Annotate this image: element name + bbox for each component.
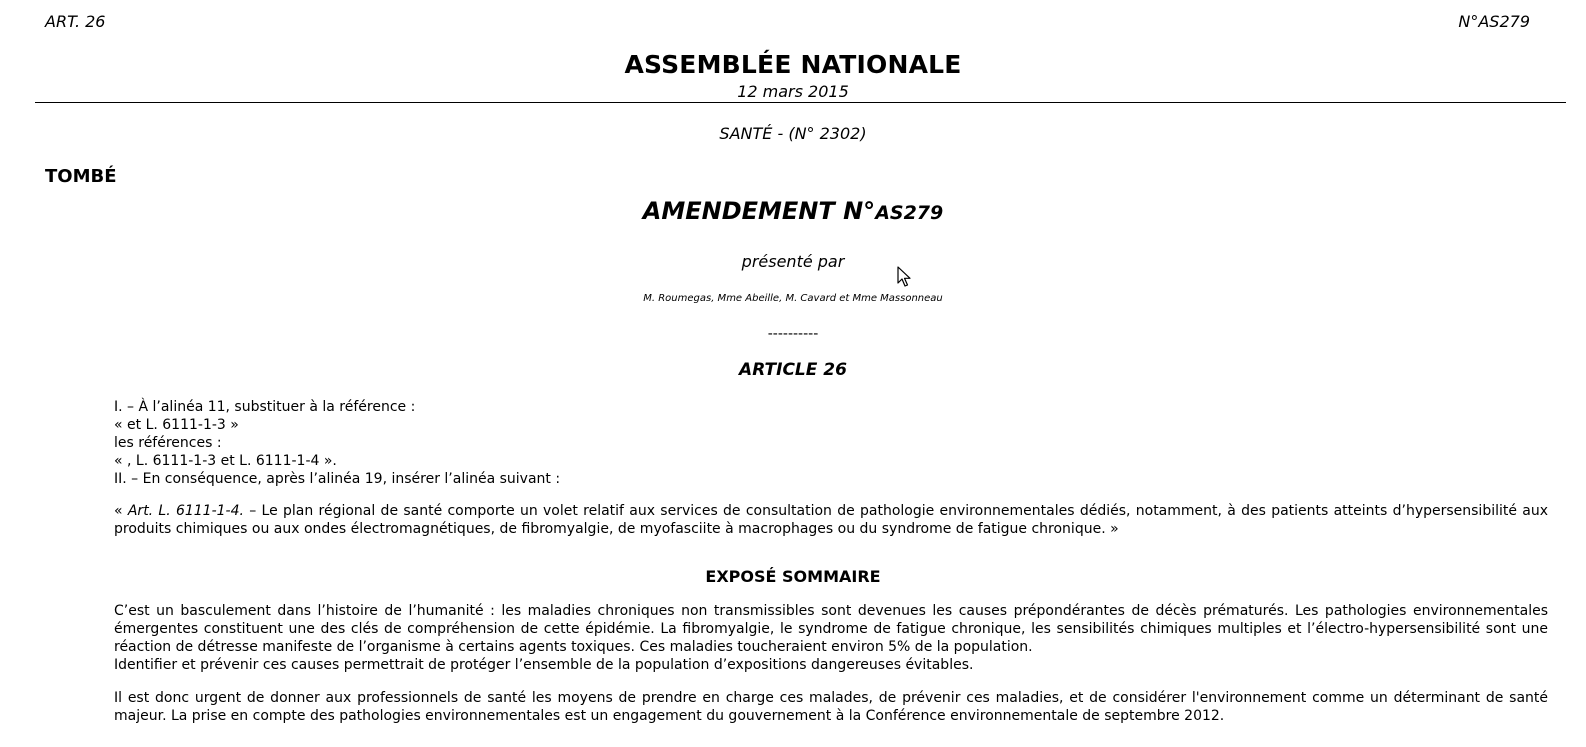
authors: M. Roumegas, Mme Abeille, M. Cavard et Mme Massonneau	[643, 293, 943, 304]
inserted-text: – Le plan régional de santé comporte un volet relatif aux services de consultation de pathologie environnementales dédiés, notamment, à des patients atteints d’hypersensibilité aux produits chimiques ou aux ondes électromagnétiques, de fibromyalgie, de myofasciite à macrophages ou du syndrome de fatigue chronique. »	[114, 503, 1549, 537]
expose-paragraph-1-text: C’est un basculement dans l’histoire de l’humanité : les maladies chroniques non transmissibles sont devenues les causes prépondérantes de décès prématurés. Les pathologies environnementales émergentes constituent une des clés de compréhension de cette épidémie. La fibromyalgie, le syndrome de fatigue chronique, les sensibilités chimiques multiples et l’électro-hypersensibilité sont une réaction de détresse manifeste de l’organisme à certains agents toxiques. Ces maladies toucheraient environ 5% de la population.	[114, 603, 1548, 655]
document-date: 12 mars 2015	[737, 82, 849, 101]
dispositif-line: les références :	[114, 435, 222, 451]
separator: ----------	[767, 326, 819, 342]
amendment-title-prefix: AMENDEMENT N°	[642, 197, 876, 225]
expose-paragraph-1b-text: Identifier et prévenir ces causes permettrait de protéger l’ensemble de la population d’expositions dangereuses évitables.	[114, 657, 974, 673]
article-reference: ART. 26	[45, 12, 106, 31]
article-heading: ARTICLE 26	[739, 360, 847, 380]
institution-title: ASSEMBLÉE NATIONALE	[624, 50, 962, 79]
inserted-paragraph	[114, 502, 1548, 538]
dispositif-line: « , L. 6111-1-3 et L. 6111-1-4 ».	[114, 453, 337, 469]
amendment-title	[0, 197, 1586, 225]
header-divider	[35, 102, 1566, 103]
inserted-open-quote: «	[114, 503, 128, 519]
dispositif	[114, 398, 1548, 488]
expose-paragraph-2: Il est donc urgent de donner aux professionnels de santé les moyens de prendre en charge ces malades, de prévenir ces maladies, et de considérer l'environnement comme un déterminant de santé majeur. La prise en compte des pathologies environnementales est un engagement du gouvernement à la Conférence environnementale de septembre 2012.	[114, 690, 1548, 724]
dispositif-line: I. – À l’alinéa 11, substituer à la référence :	[114, 399, 416, 415]
presented-by: présenté par	[741, 252, 845, 271]
expose-title: EXPOSÉ SOMMAIRE	[705, 567, 881, 586]
status-label: TOMBÉ	[45, 166, 117, 187]
amendment-reference: N°AS279	[1458, 12, 1530, 31]
bill-title: SANTÉ - (N° 2302)	[719, 124, 867, 143]
mouse-pointer-icon	[897, 266, 911, 288]
expose-paragraph-1	[114, 602, 1548, 674]
inserted-article-ref: Art. L. 6111-1-4.	[127, 503, 244, 519]
amendment-title-number: AS279	[875, 202, 944, 224]
dispositif-line: « et L. 6111-1-3 »	[114, 417, 239, 433]
dispositif-line: II. – En conséquence, après l’alinéa 19, insérer l’alinéa suivant :	[114, 471, 561, 487]
